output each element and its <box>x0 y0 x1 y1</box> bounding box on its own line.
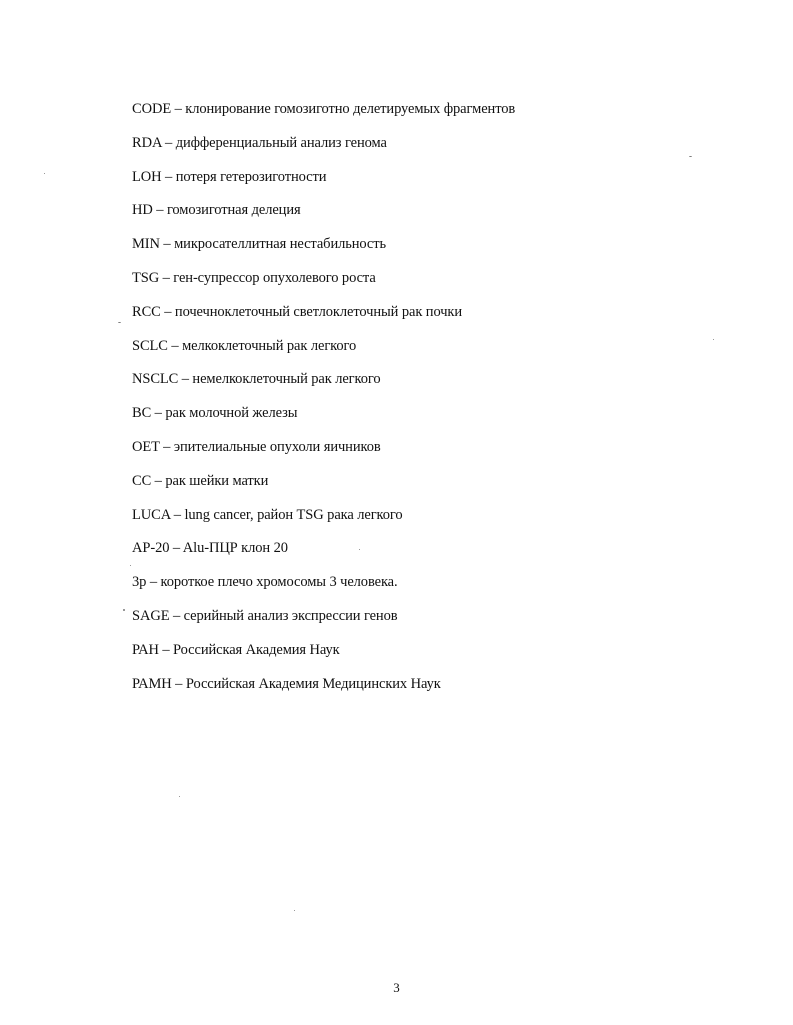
abbreviation-entry-min: MIN – микросателлитная нестабильность <box>132 236 387 253</box>
scan-speck <box>118 322 121 323</box>
abbreviation-entry-hd: HD – гомозиготная делеция <box>132 202 301 219</box>
page-number: 3 <box>393 980 400 995</box>
scan-speck <box>294 910 295 911</box>
abbreviation-entry-cc: CC – рак шейки матки <box>132 472 269 489</box>
scan-speck <box>179 796 180 797</box>
abbreviation-entry-oet: OET – эпителиальные опухоли яичников <box>132 438 381 455</box>
scan-speck <box>44 173 45 174</box>
abbreviation-entry-loh: LOH – потеря гетерозиготности <box>132 168 327 185</box>
scan-speck <box>359 549 360 550</box>
abbreviation-list <box>132 99 515 707</box>
abbreviation-entry-ramn: РАМН – Российская Академия Медицинских Наук <box>132 675 441 692</box>
abbreviation-entry-rda: RDA – дифференциальный анализ генома <box>132 134 387 151</box>
abbreviation-entry-tsg: TSG – ген-супрессор опухолевого роста <box>132 269 376 286</box>
scan-speck <box>130 565 131 566</box>
abbreviation-entry-sage: SAGE – серийный анализ экспрессии генов <box>132 607 398 624</box>
abbreviation-entry-ran: РАН – Российская Академия Наук <box>132 641 340 658</box>
abbreviation-entry-code: CODE – клонирование гомозиготно делетируемых фрагментов <box>132 101 516 117</box>
abbreviation-entry-sclc: SCLC – мелкоклеточный рак легкого <box>132 337 357 354</box>
abbreviation-entry-nsclc: NSCLC – немелкоклеточный рак легкого <box>132 371 381 388</box>
abbreviation-entry-rcc: RCC – почечноклеточный светлоклеточный рак почки <box>132 303 463 320</box>
abbreviation-entry-bc: BC – рак молочной железы <box>132 405 298 422</box>
abbreviation-entry-3p: 3p – короткое плечо хромосомы 3 человека. <box>132 574 398 591</box>
scan-speck <box>713 339 714 340</box>
abbreviation-entry-luca: LUCA – lung cancer, район TSG рака легкого <box>132 506 403 523</box>
scan-speck <box>689 156 692 157</box>
scan-speck <box>123 609 125 611</box>
abbreviation-entry-ap20: AP-20 – Alu-ПЦР клон 20 <box>132 540 288 557</box>
